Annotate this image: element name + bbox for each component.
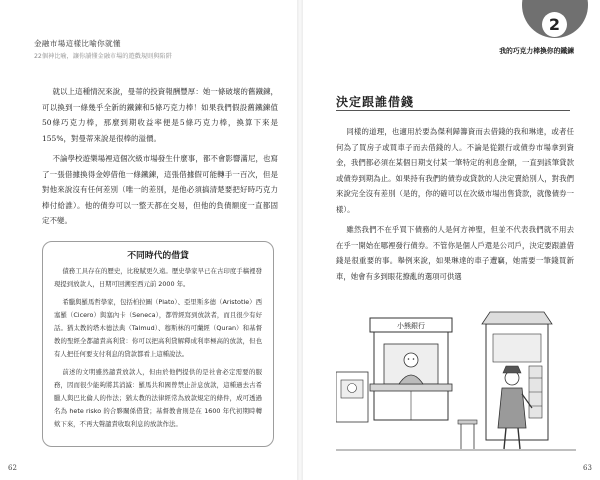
section-rule — [336, 110, 570, 111]
left-body-text — [42, 84, 278, 234]
paragraph: 就以上這種情況來說，曼蒂的投資報酬豐厚：她一條破壞的舊鐵鍊，可以換到一條幾乎全新的鐵鍊和5條巧克力棒！如果我們假設舊鐵鍊值50條巧克力棒，那麼到期收益率便是5條巧克力棒，換算下來是155%，對曼蒂來說是很棒的溢價。 — [42, 87, 278, 143]
sidebar-paragraph: 前述的文明雖然譴責放款人，但由於他們提供的是社會必定需要的服務，因而很少能夠將其消滅：羅馬共和國曾禁止計息放款，這種過去古希臘人與巴比倫人的作法；猶太教的法律經常為放款規定的條件，成可透過名為 hete risko 的合夥關係借貸；基督教會則是在 1600 年代初期時轉欸下來，不再大聲譴責收取利息的放款作法。 — [54, 368, 262, 428]
sidebar-paragraph: 希臘與羅馬哲學家，包括柏拉圖（Plato）、亞里斯多德（Aristotle）西塞羅（Cicero）與塞內卡（Seneca），都曾經寫到放款者，而且很少有好話。猶太教的塔木德法典（Talmud）、穆斯林的可蘭經（Quran）和基督教的聖經全都譴責高利貸：你可以把高利貸解釋成利率極高的放款，但也有人把任何要支付利息的貸款都看上這種說法。 — [54, 298, 262, 358]
book-subtitle: 22個神比喻，讓你讀懂金融市場的遊戲規則與陷阱 — [34, 53, 172, 60]
paragraph: 雖然我們不在乎買下債務的人是何方神聖，但並不代表我們就不用去在乎一開始在哪裡發行債券。不管你是個人戶還是公司戶，決定要跟誰借錢是很重要的事。舉例來說，如果琳達的車子遭竊，她需要一筆錢買新車，她會有多到眼花撩亂的選項可供選 — [336, 225, 574, 281]
chair — [458, 420, 477, 449]
sidebar-box-title: 不同時代的借貸 — [127, 251, 189, 261]
chapter-title: 我的巧克力棒換你的鐵鍊 — [499, 47, 574, 55]
page-number-right: 63 — [583, 464, 592, 472]
book-title: 金融市場這樣比喻你就懂 — [34, 39, 121, 48]
bank-sign: 小熊銀行 — [397, 322, 425, 330]
paragraph: 同樣的道理，也適用於要為傑利歸籌資而去借錢的我和琳達，或者任何為了買房子或買車子而去借錢的人。不論是從銀行或債券市場拿到資金，我們都必須在某個日期支付某一筆特定的利息金額，一直到該筆貸款或債券到期為止。如果持有我們的債券或貸款的人決定賣給別人，對我們來說完全沒有差別（是的，你的確可以在次級市場出售貸款，就像債券一樣）。 — [336, 127, 574, 214]
running-header — [34, 38, 284, 60]
chapter-number: 2 — [542, 12, 567, 37]
sidebar-paragraph: 債務工具存在的歷史，比稅賦更久遠。歷史學家早已在古印度手稿裡發現提到放款人，日期可回溯至西元前 2000 年。 — [54, 267, 262, 288]
bank-cartoon-illustration — [336, 304, 576, 454]
section-title: 決定跟誰借錢 — [336, 95, 415, 109]
right-body-text — [336, 124, 574, 289]
sidebar-box — [42, 241, 274, 447]
bank-booth — [370, 318, 452, 420]
side-window — [336, 372, 368, 422]
page-gutter — [297, 0, 303, 480]
paragraph: 不論學校遊樂場裡這個次級市場發生什麼事，都不會影響滿尼，也寫了一張借據換得金婷借他一條鐵鍊，這張借據假可能轉手一百次，但是對他來說沒有任何差別（唯一的差別，是他必須搞清楚要把好時巧克力棒付給誰）。他的債券可以一整天都在交易，但他的負債額度一直都固定不變。 — [42, 154, 278, 225]
page-number-left: 62 — [8, 464, 17, 472]
